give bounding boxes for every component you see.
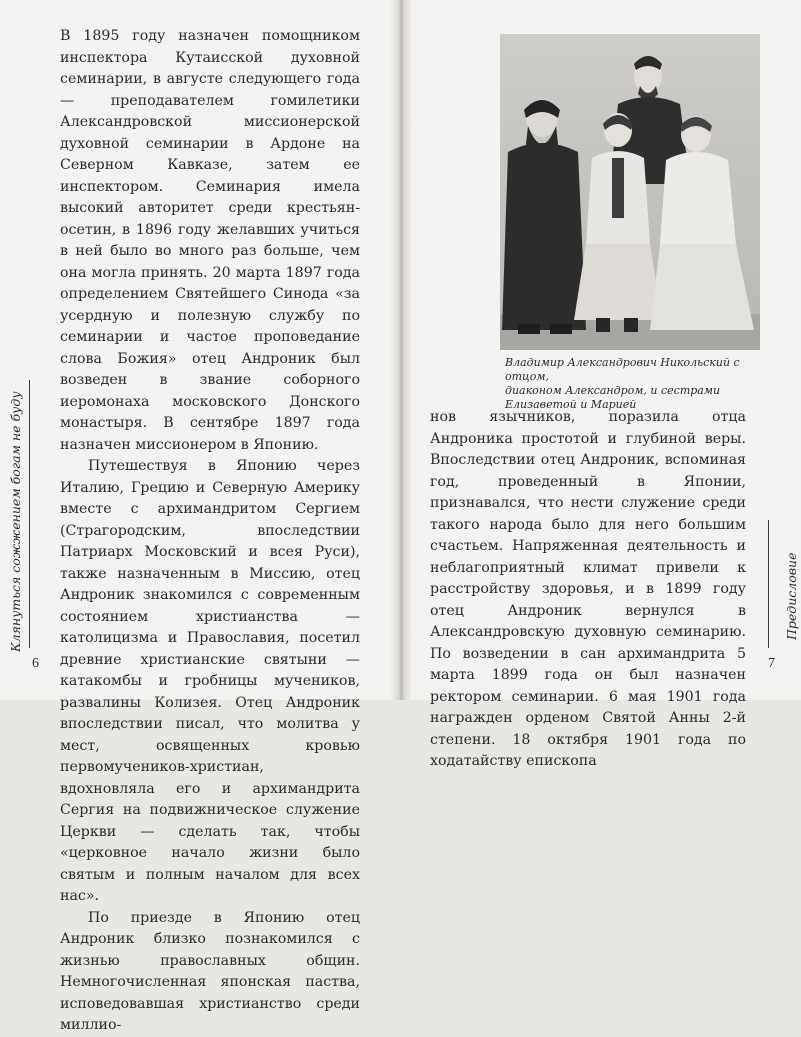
photo-illustration (500, 34, 760, 350)
left-body-text (60, 26, 360, 1037)
caption-line-1: Владимир Александрович Никольский с отцом, (505, 356, 740, 383)
left-paragraph-1: В 1895 году назначен помощником инспектора Кутаисской духовной семинарии, в августе следующего года — преподавателем гомилетики Александровской миссионерской духовной семинарии в Ардоне на Северном Кавказе, затем ее инспектором. Семинария имела высокий авторитет среди крестьян-осетин, в 1896 году желавших учиться в ней было во много раз больше, чем она могла принять. 20 марта 1897 года определением Святейшего Синода «за усердную и полезную службу по семинарии и частое проповедание слова Божия» отец Андроник был возведен в звание соборного иеромонаха московского Донского монастыря. В сентябре 1897 года назначен миссионером в Японию. (60, 28, 360, 453)
photo-caption (505, 356, 765, 412)
right-running-head: Предисловие (784, 552, 799, 640)
right-paragraph-1: нов язычников, поразила отца Андроника простотой и глубиной веры. Впоследствии отец Андроник, вспоминая год, проведенный в Японии, признавался, что нести служение среди такого народа было для него большим счастьем. Напряженная деятельность и неблагоприятный климат привели к расстройству здоровья, и в 1899 году отец Андроник вернулся в Александровскую духовную семинарию. По возведении в сан архимандрита 5 марта 1899 года он был назначен ректором семинарии. 6 мая 1901 года награжден орденом Святой Анны 2-й степени. 18 октября 1901 года по ходатайству епископа (430, 409, 746, 769)
right-margin-rule (768, 520, 769, 648)
caption-line-2: диаконом Александром, и сестрами (505, 384, 721, 397)
book-gutter (390, 0, 412, 700)
left-paragraph-3: По приезде в Японию отец Андроник близко познакомился с жизнью православных общин. Немногочисленная японская паства, исповедовавшая христианство среди миллио- (60, 909, 360, 1033)
left-paragraph-2: Путешествуя в Японию через Италию, Грецию и Северную Америку вместе с архимандритом Сергием (Страгородским, впоследствии Патриарх Московский и всея Руси), также назначенным в Миссию, отец Андроник знакомился с современным состоянием христианства — католицизма и Православия, посетил древние христианские святыни — катакомбы и гробницы мучеников, развалины Колизея. Отец Андроник впоследствии писал, что молитва у мест, освященных кровью первомучеников-христиан, вдохновляла его и архимандрита Сергия на подвижническое служение Церкви — сделать так, чтобы «церковное начало жизни было святым и полным началом для всех нас». (60, 458, 360, 904)
right-page-number: 7 (768, 656, 775, 671)
right-body-text (430, 407, 746, 773)
left-page-number: 6 (32, 656, 39, 671)
family-photograph (500, 34, 760, 350)
caption-line-3: Елизаветой и Марией (505, 398, 637, 411)
left-margin-rule (29, 380, 30, 648)
left-running-head: Клянуться сожжением богам не буду (8, 391, 23, 652)
